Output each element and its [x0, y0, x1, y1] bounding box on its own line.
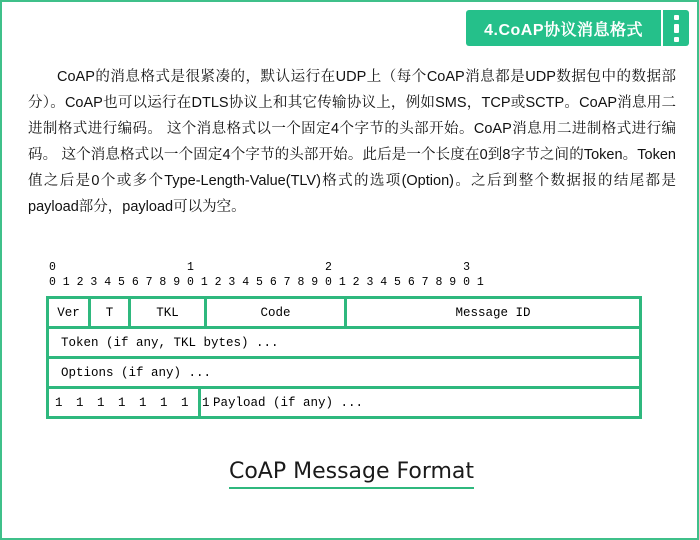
field-payload-marker: 1 1 1 1 1 1 1 1	[49, 389, 201, 416]
dot-middle	[674, 24, 679, 33]
dot-top	[674, 15, 679, 20]
header-banner	[466, 10, 689, 46]
diagram-caption	[2, 459, 699, 489]
field-options: Options (if any) ...	[61, 365, 212, 380]
packet-row-payload	[49, 389, 639, 419]
caption-text: CoAP Message Format	[229, 459, 474, 489]
field-t: T	[91, 299, 131, 326]
field-tkl: TKL	[131, 299, 207, 326]
packet-row-token	[49, 329, 639, 359]
body-paragraph: CoAP的消息格式是很紧凑的，默认运行在UDP上（每个CoAP消息都是UDP数据包中的数据部分）。CoAP也可以运行在DTLS协议上和其它传输协议上，例如SMS，TCP或SCTP。CoAP消息用二进制格式进行编码。 这个消息格式以一个固定4个字节的头部开始。CoAP消息用二进制格式进行编码。 这个消息格式以一个固定4个字节的头部开始。此后是一个长度在0到8字节之间的Token。Token值之后是0个或多个Type-Length-Value(TLV)格式的选项(Option)。之后到整个数据报的结尾都是payload部分，payload可以为空。	[28, 69, 676, 215]
field-message-id: Message ID	[455, 305, 531, 320]
packet-row-options	[49, 359, 639, 389]
packet-row-header	[49, 299, 639, 329]
field-ver: Ver	[49, 299, 91, 326]
field-code: Code	[207, 299, 347, 326]
bit-ruler-line-2: 0 1 2 3 4 5 6 7 8 9 0 1 2 3 4 5 6 7 8 9 0 1 2 3 4 5 6 7 8 9 0 1	[49, 276, 484, 289]
page-title: 4.CoAP协议消息格式	[466, 10, 661, 46]
field-token: Token (if any, TKL bytes) ...	[61, 335, 279, 350]
vertical-dots-icon[interactable]	[661, 10, 689, 46]
field-payload: Payload (if any) ...	[213, 395, 364, 410]
bit-ruler-line-1: 0 1 2 3	[49, 261, 470, 274]
packet-table	[46, 296, 642, 419]
packet-diagram	[46, 260, 646, 419]
dot-bottom	[674, 37, 679, 42]
